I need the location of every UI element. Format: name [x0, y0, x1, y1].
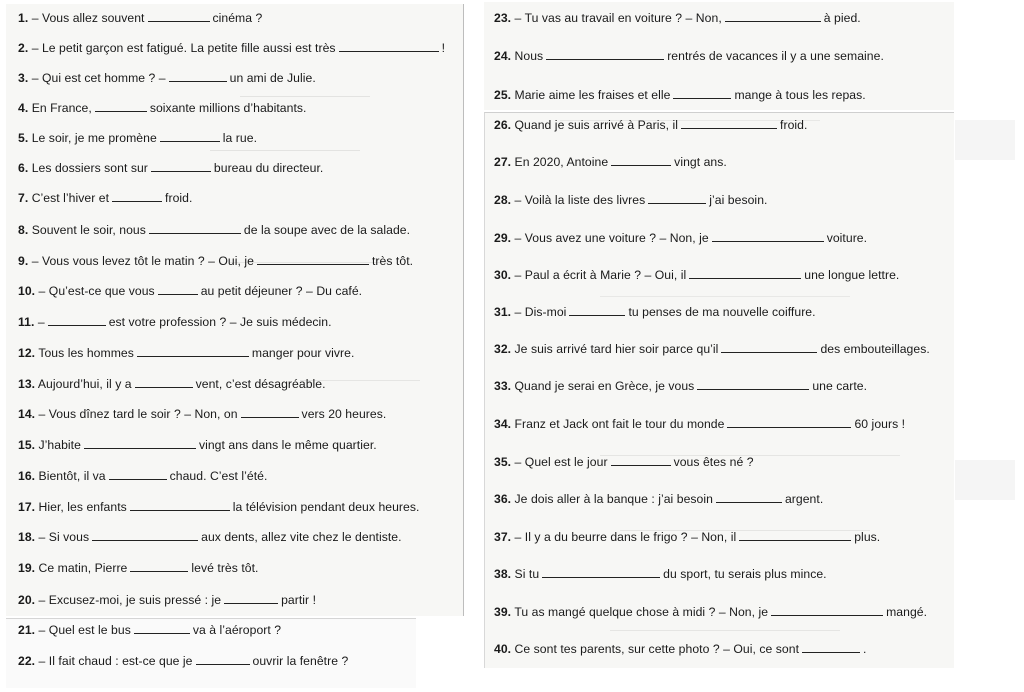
exercise-text-before: Le soir, je me promène	[31, 131, 157, 145]
answer-blank[interactable]	[569, 305, 625, 316]
exercise-item	[494, 305, 816, 320]
answer-blank[interactable]	[712, 231, 824, 242]
exercise-text-before: Ce sont tes parents, sur cette photo ? – Oui, ce sont	[514, 642, 800, 656]
exercise-text-before: Hier, les enfants	[38, 500, 127, 514]
exercise-text-after: à pied.	[823, 11, 861, 25]
exercise-item	[494, 379, 867, 394]
exercise-item	[494, 49, 884, 64]
exercise-text-after: manger pour vivre.	[251, 346, 355, 360]
exercise-text-before: – Qui est cet homme ? –	[31, 71, 166, 85]
answer-blank[interactable]	[739, 530, 851, 541]
answer-blank[interactable]	[95, 101, 147, 112]
answer-blank[interactable]	[149, 223, 241, 234]
answer-blank[interactable]	[725, 11, 821, 22]
exercise-number: 3.	[18, 71, 29, 85]
exercise-text-before: Tous les hommes	[38, 346, 134, 360]
exercise-text-after: soixante millions d’habitants.	[149, 101, 307, 115]
answer-blank[interactable]	[542, 567, 660, 578]
exercise-text-after: du sport, tu serais plus mince.	[663, 567, 827, 581]
exercise-text-after: vingt ans dans le même quartier.	[198, 438, 377, 452]
exercise-text-before: Je dois aller à la banque : j’ai besoin	[514, 492, 713, 506]
exercise-text-before: Marie aime les fraises et elle	[514, 88, 671, 102]
exercise-text-before: Tu as mangé quelque chose à midi ? – Non, je	[514, 605, 769, 619]
exercise-number: 11.	[18, 315, 35, 329]
exercise-number: 35.	[494, 455, 512, 469]
exercise-item	[18, 223, 410, 238]
exercise-text-after: vingt ans.	[674, 155, 727, 169]
exercise-text-after: tu penses de ma nouvelle coiffure.	[628, 305, 816, 319]
answer-blank[interactable]	[721, 342, 817, 353]
exercise-item	[18, 11, 262, 26]
exercise-number: 13.	[18, 377, 36, 391]
exercise-text-before: Franz et Jack ont fait le tour du monde	[514, 417, 725, 431]
exercise-text-after: aux dents, allez vite chez le dentiste.	[201, 530, 402, 544]
exercise-text-before: – Dis-moi	[514, 305, 567, 319]
exercise-text-before: J’habite	[38, 438, 81, 452]
exercise-text-after: des embouteillages.	[820, 342, 930, 356]
exercise-text-before: Nous	[514, 49, 544, 63]
answer-blank[interactable]	[158, 284, 198, 295]
exercise-number: 25.	[494, 88, 512, 102]
exercise-text-after: une carte.	[812, 379, 868, 393]
exercise-text-before: – Il fait chaud : est-ce que je	[38, 654, 193, 668]
exercise-text-before: – Excusez-moi, je suis pressé : je	[38, 593, 222, 607]
answer-blank[interactable]	[160, 131, 220, 142]
exercise-item	[18, 71, 316, 86]
exercise-item	[494, 417, 905, 432]
exercise-number: 15.	[18, 438, 36, 452]
exercise-text-before: Je suis arrivé tard hier soir parce qu’il	[514, 342, 719, 356]
exercise-item	[494, 155, 727, 170]
left-column-paper	[6, 4, 464, 616]
exercise-text-after: au petit déjeuner ? – Du café.	[200, 284, 363, 298]
answer-blank[interactable]	[169, 71, 227, 82]
exercise-item	[18, 315, 332, 330]
answer-blank[interactable]	[241, 407, 299, 418]
exercise-text-after: argent.	[784, 492, 824, 506]
exercise-text-after: plus.	[854, 530, 881, 544]
exercise-number: 33.	[494, 379, 512, 393]
exercise-number: 21.	[18, 623, 36, 637]
answer-blank[interactable]	[546, 49, 664, 60]
exercise-text-before: – Quel est le jour	[514, 455, 608, 469]
exercise-text-before: Souvent le soir, nous	[31, 223, 146, 237]
exercise-item	[18, 161, 323, 176]
exercise-number: 32.	[494, 342, 512, 356]
exercise-text-after: voiture.	[826, 231, 868, 245]
exercise-number: 14.	[18, 407, 36, 421]
exercise-number: 9.	[18, 254, 29, 268]
answer-blank[interactable]	[148, 11, 210, 22]
exercise-item	[18, 530, 402, 545]
exercise-text-before: – Voilà la liste des livres	[514, 193, 646, 207]
exercise-text-before: Bientôt, il va	[38, 469, 106, 483]
exercise-number: 38.	[494, 567, 512, 581]
answer-blank[interactable]	[716, 492, 782, 503]
exercise-text-before: C’est l’hiver et	[31, 191, 110, 205]
exercise-text-before: –	[37, 315, 45, 329]
exercise-text-before: – Vous allez souvent	[31, 11, 145, 25]
exercise-number: 36.	[494, 492, 512, 506]
answer-blank[interactable]	[135, 377, 193, 388]
exercise-number: 28.	[494, 193, 512, 207]
exercise-item	[18, 131, 257, 146]
exercise-text-after: 60 jours !	[854, 417, 906, 431]
answer-blank[interactable]	[130, 500, 230, 511]
exercise-item	[494, 193, 767, 208]
answer-blank[interactable]	[92, 530, 198, 541]
exercise-text-before: Si tu	[514, 567, 540, 581]
exercise-text-after: la télévision pendant deux heures.	[232, 500, 420, 514]
exercise-text-after: chaud. C’est l’été.	[169, 469, 268, 483]
exercise-item	[18, 469, 267, 484]
exercise-item	[18, 254, 413, 269]
exercise-text-before: – Il y a du beurre dans le frigo ? – Non, il	[514, 530, 737, 544]
exercise-text-after: est votre profession ? – Je suis médecin.	[108, 315, 332, 329]
exercise-number: 7.	[18, 191, 29, 205]
exercise-text-before: – Vous vous levez tôt le matin ? – Oui, je	[31, 254, 254, 268]
exercise-text-before: – Le petit garçon est fatigué. La petite fille aussi est très	[31, 41, 336, 55]
answer-blank[interactable]	[689, 268, 801, 279]
exercise-item	[494, 530, 880, 545]
exercise-text-after: .	[863, 642, 867, 656]
exercise-text-after: rentrés de vacances il y a une semaine.	[667, 49, 884, 63]
exercise-number: 27.	[494, 155, 512, 169]
exercise-text-after: partir !	[281, 593, 317, 607]
exercise-number: 5.	[18, 131, 29, 145]
answer-blank[interactable]	[727, 417, 851, 428]
exercise-text-after: vous êtes né ?	[673, 455, 754, 469]
exercise-item	[494, 118, 807, 133]
exercise-number: 20.	[18, 593, 36, 607]
exercise-text-before: Quand je suis arrivé à Paris, il	[514, 118, 679, 132]
answer-blank[interactable]	[151, 161, 211, 172]
exercise-text-after: levé très tôt.	[191, 561, 259, 575]
exercise-text-after: très tôt.	[371, 254, 414, 268]
exercise-text-before: – Quel est le bus	[38, 623, 131, 637]
exercise-item	[494, 268, 899, 283]
exercise-text-after: de la soupe avec de la salade.	[243, 223, 411, 237]
exercise-item	[494, 642, 866, 657]
exercise-number: 18.	[18, 530, 36, 544]
exercise-number: 12.	[18, 346, 36, 360]
answer-blank[interactable]	[673, 88, 731, 99]
exercise-item	[494, 567, 827, 582]
exercise-number: 26.	[494, 118, 512, 132]
answer-blank[interactable]	[130, 561, 188, 572]
exercise-item	[494, 88, 866, 103]
exercise-item	[18, 500, 419, 515]
exercise-text-after: une longue lettre.	[804, 268, 900, 282]
exercise-text-before: – Tu vas au travail en voiture ? – Non,	[514, 11, 722, 25]
exercise-number: 2.	[18, 41, 29, 55]
exercise-item	[18, 438, 377, 453]
answer-blank[interactable]	[224, 593, 278, 604]
answer-blank[interactable]	[681, 118, 777, 129]
answer-blank[interactable]	[196, 654, 250, 665]
answer-blank[interactable]	[134, 623, 190, 634]
answer-blank[interactable]	[648, 193, 706, 204]
exercise-item	[18, 346, 354, 361]
answer-blank[interactable]	[48, 315, 106, 326]
exercise-item	[494, 455, 754, 470]
exercise-number: 4.	[18, 101, 29, 115]
exercise-item	[494, 231, 867, 246]
exercise-number: 34.	[494, 417, 512, 431]
exercise-item	[494, 342, 930, 357]
exercise-number: 23.	[494, 11, 512, 25]
answer-blank[interactable]	[339, 41, 439, 52]
answer-blank[interactable]	[771, 605, 883, 616]
exercise-text-before: – Vous avez une voiture ? – Non, je	[514, 231, 709, 245]
exercise-number: 8.	[18, 223, 29, 237]
exercise-text-before: En France,	[31, 101, 92, 115]
exercise-number: 10.	[18, 284, 36, 298]
exercise-text-after: mange à tous les repas.	[734, 88, 866, 102]
exercise-number: 16.	[18, 469, 36, 483]
answer-blank[interactable]	[611, 455, 671, 466]
exercise-number: 6.	[18, 161, 29, 175]
exercise-number: 40.	[494, 642, 512, 656]
exercise-text-after: j’ai besoin.	[709, 193, 768, 207]
exercise-text-after: un ami de Julie.	[229, 71, 316, 85]
answer-blank[interactable]	[84, 438, 196, 449]
answer-blank[interactable]	[611, 155, 671, 166]
exercise-number: 30.	[494, 268, 512, 282]
exercise-text-before: – Si vous	[38, 530, 90, 544]
exercise-item	[18, 407, 386, 422]
answer-blank[interactable]	[257, 254, 369, 265]
exercise-number: 31.	[494, 305, 512, 319]
exercise-number: 1.	[18, 11, 29, 25]
answer-blank[interactable]	[697, 379, 809, 390]
exercise-number: 37.	[494, 530, 512, 544]
exercise-item	[18, 561, 258, 576]
exercise-item	[494, 605, 927, 620]
exercise-number: 22.	[18, 654, 36, 668]
exercise-item	[18, 41, 445, 56]
exercise-text-after: va à l’aéroport ?	[192, 623, 282, 637]
exercise-item	[18, 284, 362, 299]
exercise-text-after: mangé.	[886, 605, 928, 619]
exercise-item	[18, 623, 281, 638]
exercise-item	[18, 191, 192, 206]
exercise-text-after: ouvrir la fenêtre ?	[252, 654, 349, 668]
exercise-text-before: – Qu’est-ce que vous	[38, 284, 155, 298]
exercise-text-before: – Paul a écrit à Marie ? – Oui, il	[514, 268, 687, 282]
exercise-text-before: Les dossiers sont sur	[31, 161, 148, 175]
exercise-number: 19.	[18, 561, 36, 575]
exercise-text-after: bureau du directeur.	[213, 161, 324, 175]
exercise-text-after: vent, c’est désagréable.	[195, 377, 326, 391]
exercise-item	[18, 593, 316, 608]
answer-blank[interactable]	[112, 191, 162, 202]
answer-blank[interactable]	[137, 346, 249, 357]
exercise-text-after: froid.	[780, 118, 808, 132]
exercise-text-after: vers 20 heures.	[301, 407, 387, 421]
answer-blank[interactable]	[802, 642, 860, 653]
exercise-text-before: Aujourd’hui, il y a	[37, 377, 132, 391]
exercise-number: 24.	[494, 49, 512, 63]
exercise-number: 17.	[18, 500, 36, 514]
exercise-text-after: froid.	[165, 191, 193, 205]
exercise-text-before: Ce matin, Pierre	[38, 561, 128, 575]
exercise-text-after: !	[441, 41, 445, 55]
exercise-text-after: la rue.	[222, 131, 258, 145]
answer-blank[interactable]	[109, 469, 167, 480]
exercise-item	[494, 492, 823, 507]
exercise-text-before: Quand je serai en Grèce, je vous	[514, 379, 695, 393]
exercise-number: 29.	[494, 231, 512, 245]
exercise-text-after: cinéma ?	[212, 11, 263, 25]
exercise-text-before: – Vous dînez tard le soir ? – Non, on	[38, 407, 238, 421]
exercise-number: 39.	[494, 605, 512, 619]
exercise-item	[494, 11, 861, 26]
exercise-text-before: En 2020, Antoine	[514, 155, 609, 169]
exercise-item	[18, 654, 348, 669]
exercise-item	[18, 101, 306, 116]
exercise-item	[18, 377, 326, 392]
